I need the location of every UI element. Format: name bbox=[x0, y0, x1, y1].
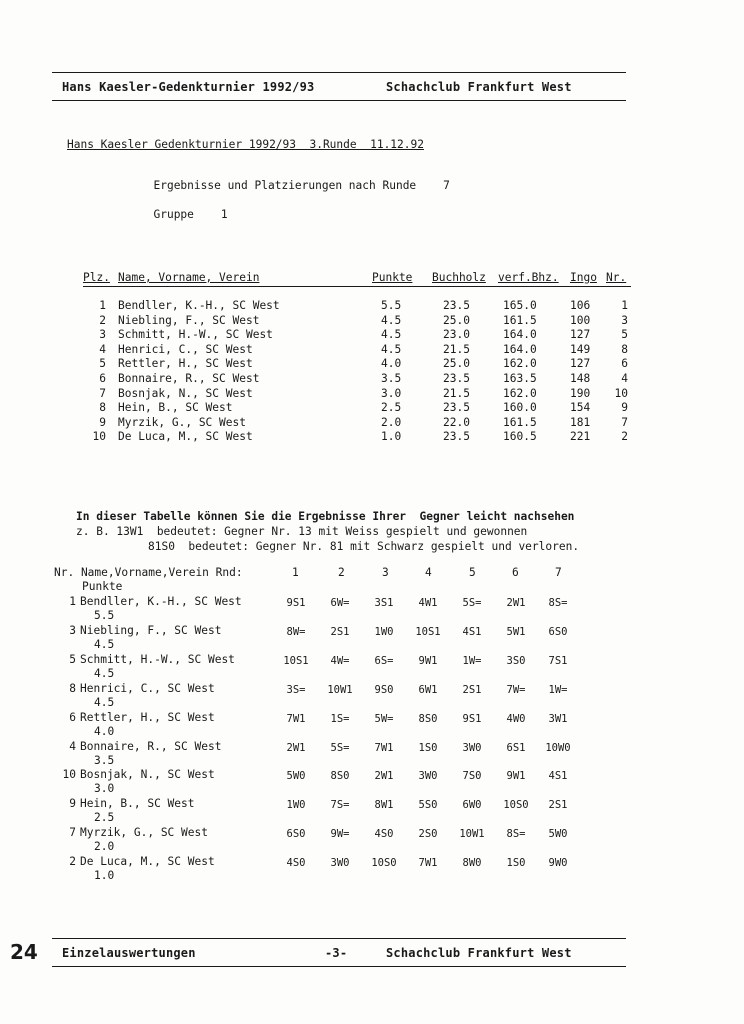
page-number: 24 bbox=[10, 940, 38, 964]
standings-cell-punkte: 3.5 bbox=[381, 372, 402, 385]
standings-cell-ingo: 148 bbox=[570, 372, 591, 385]
cross-table-cell-result: 10S0 bbox=[503, 799, 529, 812]
cross-table-header-label: Nr. Name,Vorname,Verein Rnd: bbox=[54, 566, 243, 579]
cross-table-cell-result: 10W1 bbox=[327, 683, 353, 696]
cross-table-cell-name: De Luca, M., SC West bbox=[80, 855, 215, 869]
standings-cell-name: Henrici, C., SC West bbox=[118, 342, 253, 356]
cross-table-cell-result: 9S1 bbox=[462, 712, 482, 725]
standings-cell-ingo: 127 bbox=[570, 357, 591, 371]
cross-table-cell-result: 2W1 bbox=[286, 741, 306, 754]
header-left-title: Hans Kaesler-Gedenkturnier 1992/93 bbox=[62, 80, 315, 94]
cross-table-cell-result: 6S0 bbox=[548, 625, 568, 638]
standings-cell-verf: 164.0 bbox=[503, 328, 537, 342]
cross-table-cell-name: Niebling, F., SC West bbox=[80, 623, 222, 637]
cross-table-cell-result: 6W0 bbox=[462, 799, 482, 812]
standings-cell-plz: 7 bbox=[99, 386, 106, 400]
cross-table-cell-result: 4S0 bbox=[374, 828, 394, 841]
cross-table-cell-result: 9W0 bbox=[548, 857, 568, 870]
standings-cell-nr: 2 bbox=[621, 430, 628, 444]
cross-table-cell-result: 8S0 bbox=[330, 770, 350, 783]
standings-cell-plz: 8 bbox=[99, 401, 106, 415]
cross-table-cell-result: 3W0 bbox=[418, 770, 438, 783]
cross-table-cell-result: 1S0 bbox=[506, 857, 526, 870]
cross-table-cell-result: 4S1 bbox=[462, 625, 482, 638]
standings-cell-buchholz: 25.0 bbox=[443, 313, 470, 327]
results-subtitle-round: 7 bbox=[443, 179, 450, 192]
cross-table-cell-result: 2S1 bbox=[330, 625, 350, 638]
standings-cell-name: Hein, B., SC West bbox=[118, 401, 233, 415]
cross-table-cell-nr: 4 bbox=[69, 739, 76, 753]
cross-table-cell-punkte: 1.0 bbox=[94, 869, 115, 883]
cross-table-cell-nr: 8 bbox=[69, 681, 76, 695]
cross-table-header-round-4: 4 bbox=[425, 566, 432, 579]
cross-table-cell-result: 1W= bbox=[548, 683, 568, 696]
standings-cell-ingo: 106 bbox=[570, 299, 591, 312]
cross-table-cell-result: 5W0 bbox=[548, 828, 568, 841]
cross-table-cell-result: 9W1 bbox=[506, 770, 526, 783]
cross-table-cell-punkte: 4.5 bbox=[94, 666, 115, 680]
cross-table-cell-result: 9S0 bbox=[374, 683, 394, 696]
cross-table-cell-result: 5S= bbox=[462, 597, 482, 609]
explanation-line-3: 81S0 bedeutet: Gegner Nr. 81 mit Schwarz gespielt und verloren. bbox=[148, 540, 580, 553]
cross-table-row bbox=[0, 855, 744, 883]
standings-cell-ingo: 154 bbox=[570, 401, 591, 415]
cross-table-cell-result: 8W1 bbox=[374, 799, 394, 812]
cross-table-cell-result: 3S0 bbox=[506, 654, 526, 667]
cross-table-cell-result: 5S0 bbox=[418, 799, 438, 812]
cross-table-cell-name: Henrici, C., SC West bbox=[80, 681, 215, 695]
explanation-line-1: In dieser Tabelle können Sie die Ergebnisse Ihrer Gegner leicht nachsehen bbox=[76, 510, 575, 523]
cross-table-cell-punkte: 5.5 bbox=[94, 609, 115, 622]
cross-table-header-round-1: 1 bbox=[292, 566, 299, 579]
cross-table-cell-result: 10S1 bbox=[283, 654, 309, 667]
cross-table-cell-result: 8S= bbox=[506, 828, 526, 841]
results-subtitle-label: Ergebnisse und Platzierungen nach Runde bbox=[153, 179, 417, 192]
cross-table-row bbox=[0, 595, 744, 623]
cross-table-cell-result: 6W1 bbox=[418, 683, 438, 696]
standings-cell-plz: 3 bbox=[99, 328, 106, 342]
standings-cell-nr: 7 bbox=[621, 415, 628, 429]
cross-table-cell-punkte: 2.0 bbox=[94, 840, 115, 854]
cross-table-cell-result: 8W0 bbox=[462, 857, 482, 870]
cross-table-cell-result: 8W= bbox=[286, 625, 306, 638]
standings-cell-ingo: 181 bbox=[570, 415, 591, 429]
cross-table-cell-result: 10S0 bbox=[371, 857, 397, 870]
standings-cell-buchholz: 22.0 bbox=[443, 415, 470, 429]
standings-cell-nr: 6 bbox=[621, 357, 628, 371]
cross-table-cell-result: 3W1 bbox=[548, 712, 568, 725]
cross-table-cell-result: 5W0 bbox=[286, 770, 306, 783]
cross-table-cell-result: 9W= bbox=[330, 828, 350, 841]
cross-table-cell-result: 1W0 bbox=[374, 625, 394, 638]
cross-table-cell-result: 3S= bbox=[286, 683, 306, 696]
standings-cell-punkte: 2.0 bbox=[381, 415, 402, 429]
cross-table-cell-result: 7W1 bbox=[286, 712, 306, 725]
standings-cell-punkte: 3.0 bbox=[381, 386, 402, 400]
standings-cell-verf: 162.0 bbox=[503, 357, 537, 371]
cross-table-row bbox=[0, 653, 744, 681]
standings-cell-buchholz: 23.5 bbox=[443, 401, 470, 415]
standings-cell-plz: 5 bbox=[99, 357, 106, 371]
group-value: 1 bbox=[220, 208, 228, 221]
cross-table-cell-result: 2S0 bbox=[418, 828, 438, 841]
standings-cell-ingo: 127 bbox=[570, 328, 591, 342]
cross-table-cell-result: 2S1 bbox=[462, 683, 482, 696]
cross-table-cell-result: 2W1 bbox=[506, 597, 526, 609]
cross-table-cell-result: 9W1 bbox=[418, 654, 438, 667]
cross-table-cell-result: 2S1 bbox=[548, 799, 568, 812]
standings-cell-name: De Luca, M., SC West bbox=[118, 430, 253, 444]
cross-table-row bbox=[0, 711, 744, 739]
cross-table-cell-result: 10W1 bbox=[459, 828, 485, 841]
standings-cell-buchholz: 21.5 bbox=[443, 342, 470, 356]
cross-table-cell-result: 9S1 bbox=[286, 597, 306, 609]
cross-table-cell-punkte: 3.5 bbox=[94, 753, 115, 767]
cross-table-cell-punkte: 3.0 bbox=[94, 782, 115, 796]
cross-table-cell-result: 1S0 bbox=[418, 741, 438, 754]
cross-table-cell-punkte: 4.5 bbox=[94, 695, 115, 709]
cross-table-cell-result: 4W1 bbox=[418, 597, 438, 609]
cross-table-cell-result: 10W0 bbox=[545, 741, 571, 754]
standings-cell-punkte: 4.5 bbox=[381, 328, 402, 342]
cross-table-cell-result: 1S= bbox=[330, 712, 350, 725]
cross-table-cell-result: 5W1 bbox=[506, 625, 526, 638]
cross-table-cell-name: Rettler, H., SC West bbox=[80, 710, 215, 724]
cross-table-cell-result: 3W0 bbox=[462, 741, 482, 754]
explanation-line-2: z. B. 13W1 bedeutet: Gegner Nr. 13 mit Weiss gespielt und gewonnen bbox=[76, 525, 528, 538]
cross-table-cell-result: 8S= bbox=[548, 597, 568, 609]
cross-table-cell-result: 8S0 bbox=[418, 712, 438, 725]
standings-cell-punkte: 4.0 bbox=[381, 357, 402, 371]
standings-cell-buchholz: 25.0 bbox=[443, 357, 470, 371]
standings-cell-name: Schmitt, H.-W., SC West bbox=[118, 328, 273, 342]
standings-col-name: Name, Vorname, Verein bbox=[118, 271, 260, 284]
standings-cell-ingo: 221 bbox=[570, 430, 591, 444]
standings-cell-name: Niebling, F., SC West bbox=[118, 313, 260, 327]
standings-col-ingo: Ingo bbox=[570, 271, 597, 284]
cross-table-cell-name: Schmitt, H.-W., SC West bbox=[80, 652, 235, 666]
standings-cell-plz: 6 bbox=[99, 372, 106, 385]
cross-table-cell-result: 6S0 bbox=[286, 828, 306, 841]
standings-cell-ingo: 149 bbox=[570, 342, 591, 356]
cross-table-cell-nr: 5 bbox=[69, 652, 76, 666]
cross-table-cell-result: 7W1 bbox=[374, 741, 394, 754]
cross-table-cell-result: 3S1 bbox=[374, 597, 394, 609]
cross-table-row bbox=[0, 740, 744, 768]
standings-cell-punkte: 2.5 bbox=[381, 401, 402, 415]
standings-cell-punkte: 4.5 bbox=[381, 342, 402, 356]
cross-table-header-round-3: 3 bbox=[382, 566, 389, 579]
cross-table-cell-nr: 3 bbox=[69, 623, 76, 637]
standings-cell-plz: 9 bbox=[99, 415, 106, 429]
standings-cell-verf: 160.5 bbox=[503, 430, 537, 444]
footer-right-club: Schachclub Frankfurt West bbox=[386, 946, 572, 960]
cross-table-cell-result: 7S0 bbox=[462, 770, 482, 783]
cross-table-cell-result: 6S= bbox=[374, 654, 394, 667]
cross-table-row bbox=[0, 682, 744, 710]
standings-cell-punkte: 5.5 bbox=[381, 299, 402, 312]
standings-cell-verf: 161.5 bbox=[503, 415, 537, 429]
cross-table-header-round-7: 7 bbox=[555, 566, 562, 579]
standings-cell-verf: 165.0 bbox=[503, 299, 537, 312]
group-label: Gruppe bbox=[153, 208, 194, 221]
standings-cell-verf: 161.5 bbox=[503, 313, 537, 327]
standings-cell-punkte: 4.5 bbox=[381, 313, 402, 327]
standings-cell-name: Rettler, H., SC West bbox=[118, 357, 253, 371]
standings-cell-punkte: 1.0 bbox=[381, 430, 402, 444]
cross-table-row bbox=[0, 768, 744, 796]
cross-table-cell-name: Bendller, K.-H., SC West bbox=[80, 595, 242, 608]
cross-table-cell-result: 2W1 bbox=[374, 770, 394, 783]
cross-table-cell-result: 4S0 bbox=[286, 857, 306, 870]
standings-cell-verf: 164.0 bbox=[503, 342, 537, 356]
standings-col-buchholz: Buchholz bbox=[432, 271, 486, 284]
cross-table-cell-punkte: 4.0 bbox=[94, 724, 115, 738]
cross-table-cell-name: Myrzik, G., SC West bbox=[80, 826, 208, 840]
cross-table-cell-result: 7W1 bbox=[418, 857, 438, 870]
standings-cell-nr: 9 bbox=[621, 401, 628, 415]
standings-cell-name: Myrzik, G., SC West bbox=[118, 415, 246, 429]
cross-table-cell-nr: 7 bbox=[69, 826, 76, 840]
cross-table-cell-name: Hein, B., SC West bbox=[80, 797, 195, 811]
cross-table-cell-result: 5S= bbox=[330, 741, 350, 754]
standings-cell-ingo: 190 bbox=[570, 386, 591, 400]
standings-cell-buchholz: 21.5 bbox=[443, 386, 470, 400]
cross-table-cell-result: 3W0 bbox=[330, 857, 350, 870]
cross-table-cell-result: 4W0 bbox=[506, 712, 526, 725]
standings-cell-name: Bendller, K.-H., SC West bbox=[118, 299, 280, 312]
header-right-club: Schachclub Frankfurt West bbox=[386, 80, 572, 94]
cross-table-row bbox=[0, 624, 744, 652]
footer-top-rule bbox=[52, 938, 626, 939]
standings-col-nr: Nr. bbox=[606, 271, 627, 284]
standings-cell-name: Bonnaire, R., SC West bbox=[118, 372, 260, 385]
standings-cell-nr: 4 bbox=[621, 372, 628, 385]
footer-left-label: Einzelauswertungen bbox=[62, 946, 196, 960]
standings-cell-nr: 8 bbox=[621, 342, 628, 356]
standings-cell-buchholz: 23.0 bbox=[443, 328, 470, 342]
standings-cell-ingo: 100 bbox=[570, 313, 591, 327]
cross-table-cell-result: 5W= bbox=[374, 712, 394, 725]
cross-table-cell-result: 1W= bbox=[462, 654, 482, 667]
cross-table-cell-nr: 1 bbox=[69, 595, 76, 608]
footer-bottom-rule bbox=[52, 966, 626, 967]
standings-cell-plz: 2 bbox=[99, 313, 106, 327]
standings-cell-verf: 163.5 bbox=[503, 372, 537, 385]
cross-table-header-punkte: Punkte bbox=[82, 580, 123, 593]
cross-table-row bbox=[0, 826, 744, 854]
standings-cell-plz: 4 bbox=[99, 342, 106, 356]
cross-table-cell-result: 4S1 bbox=[548, 770, 568, 783]
cross-table-cell-result: 7W= bbox=[506, 683, 526, 696]
standings-cell-nr: 3 bbox=[621, 313, 628, 327]
standings-cell-verf: 162.0 bbox=[503, 386, 537, 400]
standings-cell-verf: 160.0 bbox=[503, 401, 537, 415]
standings-cell-nr: 10 bbox=[614, 386, 628, 400]
standings-col-plz: Plz. bbox=[83, 271, 110, 284]
standings-cell-buchholz: 23.5 bbox=[443, 372, 470, 385]
cross-table-cell-nr: 2 bbox=[69, 855, 76, 869]
cross-table-row bbox=[0, 797, 744, 825]
cross-table-cell-result: 1W0 bbox=[286, 799, 306, 812]
standings-col-punkte: Punkte bbox=[372, 271, 413, 284]
standings-cell-plz: 1 bbox=[99, 299, 106, 312]
cross-table-header-round-6: 6 bbox=[512, 566, 519, 579]
cross-table-cell-nr: 10 bbox=[62, 768, 76, 782]
standings-cell-nr: 1 bbox=[621, 299, 628, 312]
standings-cell-buchholz: 23.5 bbox=[443, 430, 470, 444]
cross-table-cell-result: 10S1 bbox=[415, 625, 441, 638]
cross-table-header-round-5: 5 bbox=[469, 566, 476, 579]
standings-cell-name: Bosnjak, N., SC West bbox=[118, 386, 253, 400]
cross-table-cell-punkte: 2.5 bbox=[94, 811, 115, 825]
standings-cell-nr: 5 bbox=[621, 328, 628, 342]
cross-table-cell-result: 6W= bbox=[330, 597, 350, 609]
standings-cell-buchholz: 23.5 bbox=[443, 299, 470, 312]
cross-table-cell-result: 6S1 bbox=[506, 741, 526, 754]
tournament-title: Hans Kaesler Gedenkturnier 1992/93 3.Runde 11.12.92 bbox=[67, 138, 424, 151]
cross-table-cell-result: 4W= bbox=[330, 654, 350, 667]
cross-table-cell-nr: 6 bbox=[69, 710, 76, 724]
cross-table-cell-punkte: 4.5 bbox=[94, 637, 115, 651]
footer-center-page: -3- bbox=[325, 946, 348, 960]
cross-table-header bbox=[0, 566, 744, 596]
cross-table-cell-name: Bonnaire, R., SC West bbox=[80, 739, 222, 753]
cross-table-cell-result: 7S1 bbox=[548, 654, 568, 667]
standings-col-verf: verf.Bhz. bbox=[498, 271, 559, 284]
cross-table-cell-name: Bosnjak, N., SC West bbox=[80, 768, 215, 782]
cross-table-cell-nr: 9 bbox=[69, 797, 76, 811]
cross-table-header-round-2: 2 bbox=[338, 566, 345, 579]
cross-table-cell-result: 7S= bbox=[330, 799, 350, 812]
standings-cell-plz: 10 bbox=[92, 430, 106, 444]
